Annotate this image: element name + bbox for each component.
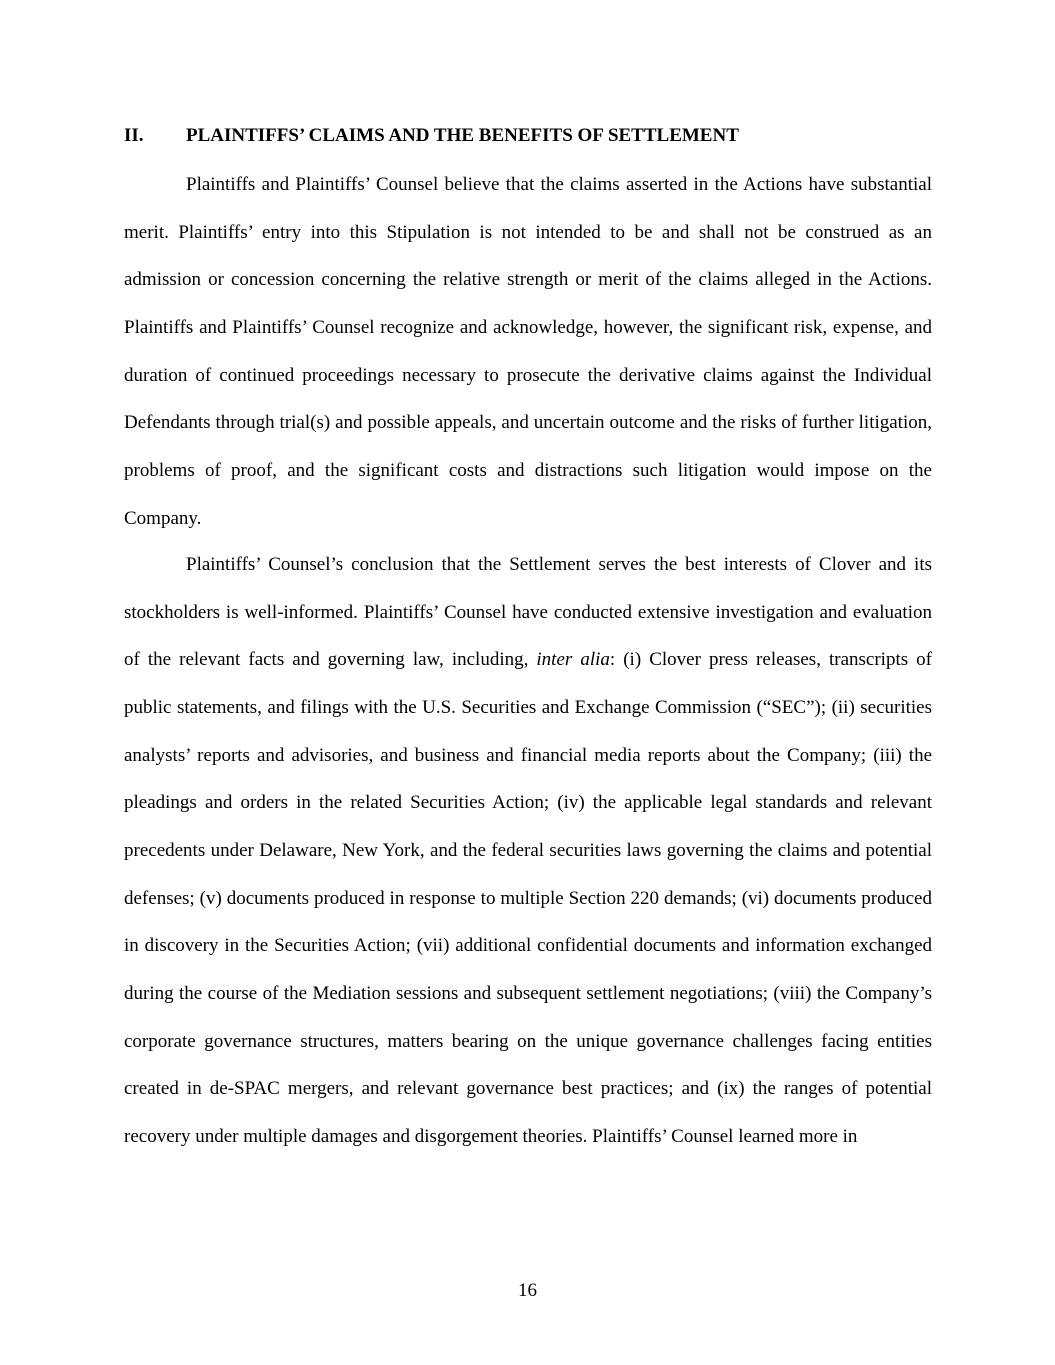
paragraph-claims-merit <box>124 161 932 542</box>
paragraph-counsel-conclusion <box>124 541 932 1161</box>
section-number: II. <box>124 125 144 146</box>
paragraph-text-after-italic: : (i) Clover press releases, transcripts of public statements, and filings with the U.S. Securities and Exchange Commission (“SEC”); (ii) securities analysts’ reports and advisories, and business and financial media reports about the Company; (iii) the pleadings and orders in the related Securities Action; (iv) the applicable legal standards and relevant precedents under Delaware, New York, and the federal securities laws governing the claims and potential defenses; (v) documents produced in response to multiple Section 220 demands; (vi) documents produced in discovery in the Securities Action; (vii) additional confidential documents and information exchanged during the course of the Mediation sessions and subsequent settlement negotiations; (viii) the Company’s corporate governance structures, matters bearing on the unique governance challenges facing entities created in de-SPAC mergers, and relevant governance best practices; and (ix) the ranges of potential recovery under multiple damages and disgorgement theories. Plaintiffs’ Counsel learned more in <box>124 649 933 1147</box>
section-heading <box>124 124 932 148</box>
paragraph-text-before-italic: Plaintiffs’ Counsel’s conclusion that the Settlement serves the best interests of Clover and its stockholders is well-informed. Plaintiffs’ Counsel have conducted extensive investigation and evaluation of the relevant facts and governing law, including, <box>124 554 932 671</box>
paragraph-italic-term: inter alia <box>536 649 610 671</box>
page-number: 16 <box>518 1280 537 1301</box>
section-title: PLAINTIFFS’ CLAIMS AND THE BENEFITS OF SETTLEMENT <box>186 125 739 146</box>
paragraph-text: Plaintiffs and Plaintiffs’ Counsel believe that the claims asserted in the Actions have substantial merit. Plaintiffs’ entry into this Stipulation is not intended to be and shall not be construed as an admission or concession concerning the relative strength or merit of the claims alleged in the Actions. Plaintiffs and Plaintiffs’ Counsel recognize and acknowledge, however, the significant risk, expense, and duration of continued proceedings necessary to prosecute the derivative claims against the Individual Defendants through trial(s) and possible appeals, and uncertain outcome and the risks of further litigation, problems of proof, and the significant costs and distractions such litigation would impose on the Company. <box>124 174 932 529</box>
